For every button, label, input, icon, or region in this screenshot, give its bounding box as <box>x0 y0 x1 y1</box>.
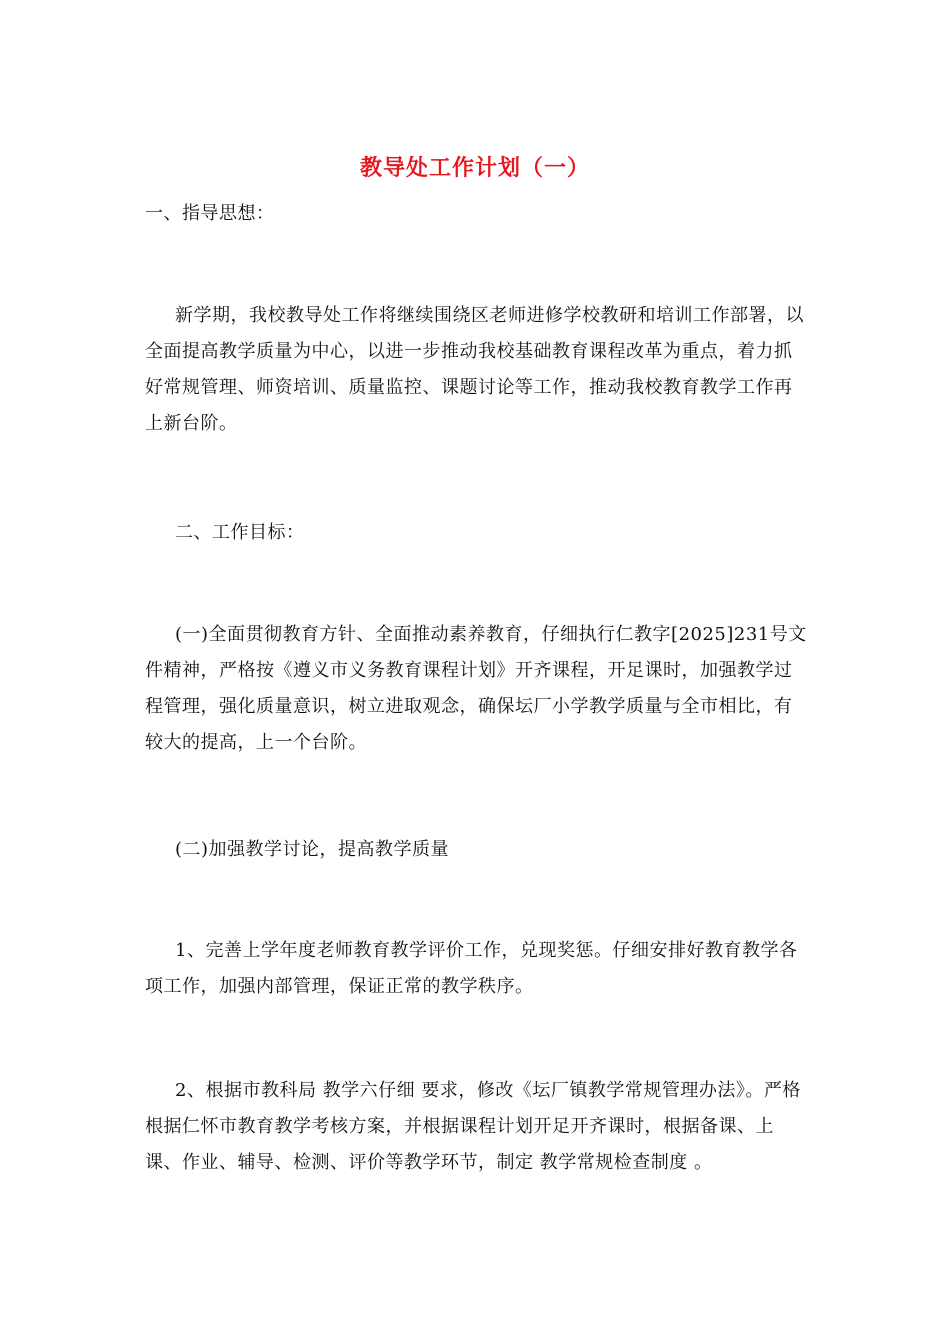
paragraph-item-2: 2、根据市教科局 教学六仔细 要求，修改《坛厂镇教学常规管理办法》。严格根据仁怀市教育教学考核方案，并根据课程计划开足开齐课时，根据备课、上课、作业、辅导、检测、评价等教学环节，制定 教学常规检查制度 。 <box>145 1080 801 1173</box>
paragraph-item-1: 1、完善上学年度老师教育教学评价工作，兑现奖惩。仔细安排好教育教学各项工作，加强内部管理，保证正常的教学秩序。 <box>145 940 798 997</box>
section-heading-work-goals: 二、工作目标： <box>175 522 305 543</box>
paragraph-goal-1: (一)全面贯彻教育方针、全面推动素养教育，仔细执行仁教字[2025]231号文件精神，严格按《遵义市义务教育课程计划》开齐课程，开足课时，加强教学过程管理，强化质量意识，树立进取观念，确保坛厂小学教学质量与全市相比，有较大的提高，上一个台阶。 <box>145 624 807 753</box>
paragraph-goal-2-heading: (二)加强教学讨论，提高教学质量 <box>175 839 450 860</box>
section-heading-guiding-ideology: 一、指导思想： <box>145 203 275 224</box>
document-title: 教导处工作计划（一） <box>359 155 590 181</box>
paragraph-guiding-ideology: 新学期，我校教导处工作将继续围绕区老师进修学校教研和培训工作部署，以全面提高教学质量为中心，以进一步推动我校基础教育课程改革为重点，着力抓好常规管理、师资培训、质量监控、课题讨论等工作，推动我校教育教学工作再上新台阶。 <box>145 305 804 434</box>
